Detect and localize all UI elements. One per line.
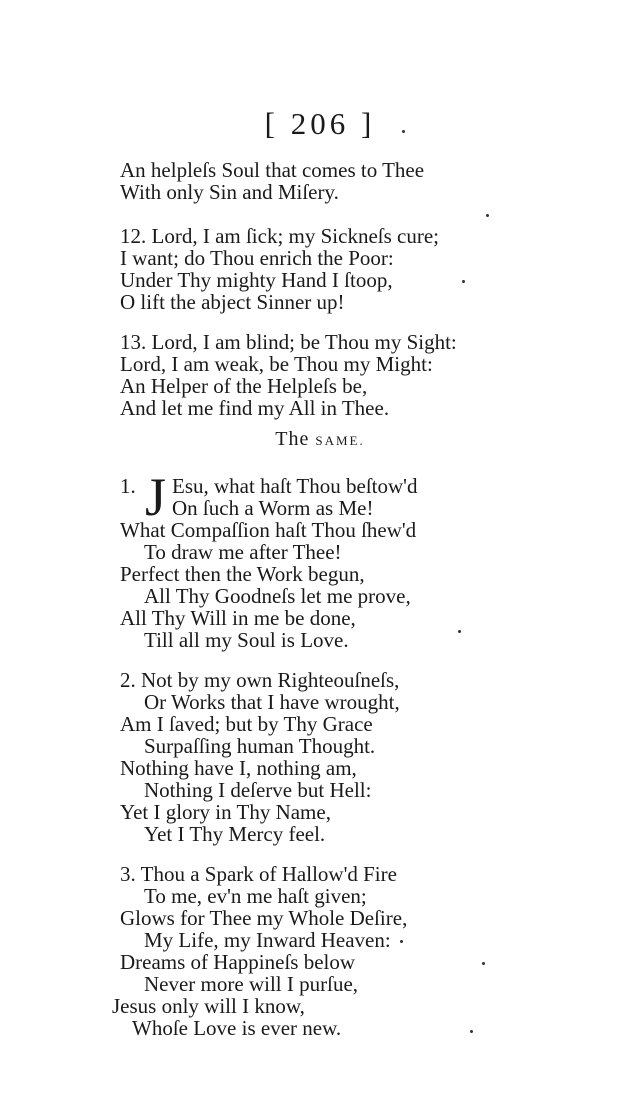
verse-line: Or Works that I have wrought, xyxy=(144,690,400,714)
verse-line: Glows for Thee my Whole Deſire, xyxy=(120,906,408,930)
verse-line: Nothing I deſerve but Hell: xyxy=(144,778,372,802)
drop-cap: J xyxy=(145,467,167,527)
verse-line: Never more will I purſue, xyxy=(144,972,359,996)
verse-line: 2. Not by my own Righteouſneſs, xyxy=(120,668,400,692)
verse-line: To draw me after Thee! xyxy=(144,540,342,564)
verse-line: All Thy Will in me be done, xyxy=(120,606,356,630)
verse-line: What Compaſſion haſt Thou ſhew'd xyxy=(120,518,417,542)
verse-line: 3. Thou a Spark of Hallow'd Fire xyxy=(120,862,397,886)
scan-speck xyxy=(400,940,403,943)
verse-line: Surpaſſing human Thought. xyxy=(144,734,376,758)
verse-line: And let me find my All in Thee. xyxy=(120,396,390,420)
verse-line: Am I ſaved; but by Thy Grace xyxy=(120,712,373,736)
section-heading xyxy=(0,428,640,451)
verse-line: Perfect then the Work begun, xyxy=(120,562,365,586)
verse-line: Nothing have I, nothing am, xyxy=(120,756,357,780)
verse-line: Jesus only will I know, xyxy=(112,994,305,1018)
verse-line: With only Sin and Miſery. xyxy=(120,180,339,204)
verse-line: Till all my Soul is Love. xyxy=(144,628,349,652)
verse-line: 13. Lord, I am blind; be Thou my Sight: xyxy=(120,330,457,354)
scan-speck xyxy=(482,962,485,965)
scan-speck xyxy=(458,630,461,633)
verse-line: Esu, what haſt Thou beſtow'd xyxy=(172,474,418,498)
scan-speck xyxy=(470,1030,473,1033)
scan-speck xyxy=(402,130,405,133)
verse-line: Under Thy mighty Hand I ſtoop, xyxy=(120,268,393,292)
verse-line: Yet I Thy Mercy feel. xyxy=(144,822,326,846)
verse-line: All Thy Goodneſs let me prove, xyxy=(144,584,411,608)
verse-line: Dreams of Happineſs below xyxy=(120,950,356,974)
verse-line: I want; do Thou enrich the Poor: xyxy=(120,246,394,270)
verse-line: Whoſe Love is ever new. xyxy=(132,1016,342,1040)
heading-same: SAME. xyxy=(315,433,365,448)
scan-speck xyxy=(486,214,489,217)
verse-line: 12. Lord, I am ſick; my Sickneſs cure; xyxy=(120,224,440,248)
verse-line: O lift the abject Sinner up! xyxy=(120,290,345,314)
heading-the: The xyxy=(275,428,310,450)
verse-line: Yet I glory in Thy Name, xyxy=(120,800,331,824)
page-number: [ 206 ] xyxy=(264,106,376,141)
stanza-number: 1. xyxy=(120,474,136,498)
verse-line: Lord, I am weak, be Thou my Might: xyxy=(120,352,433,376)
verse-line: To me, ev'n me haſt given; xyxy=(144,884,367,908)
verse-line: My Life, my Inward Heaven: xyxy=(144,928,391,952)
verse-line: An helpleſs Soul that comes to Thee xyxy=(120,158,425,182)
verse-line: On ſuch a Worm as Me! xyxy=(172,496,374,520)
verse-line: An Helper of the Helpleſs be, xyxy=(120,374,368,398)
scan-speck xyxy=(462,280,465,283)
